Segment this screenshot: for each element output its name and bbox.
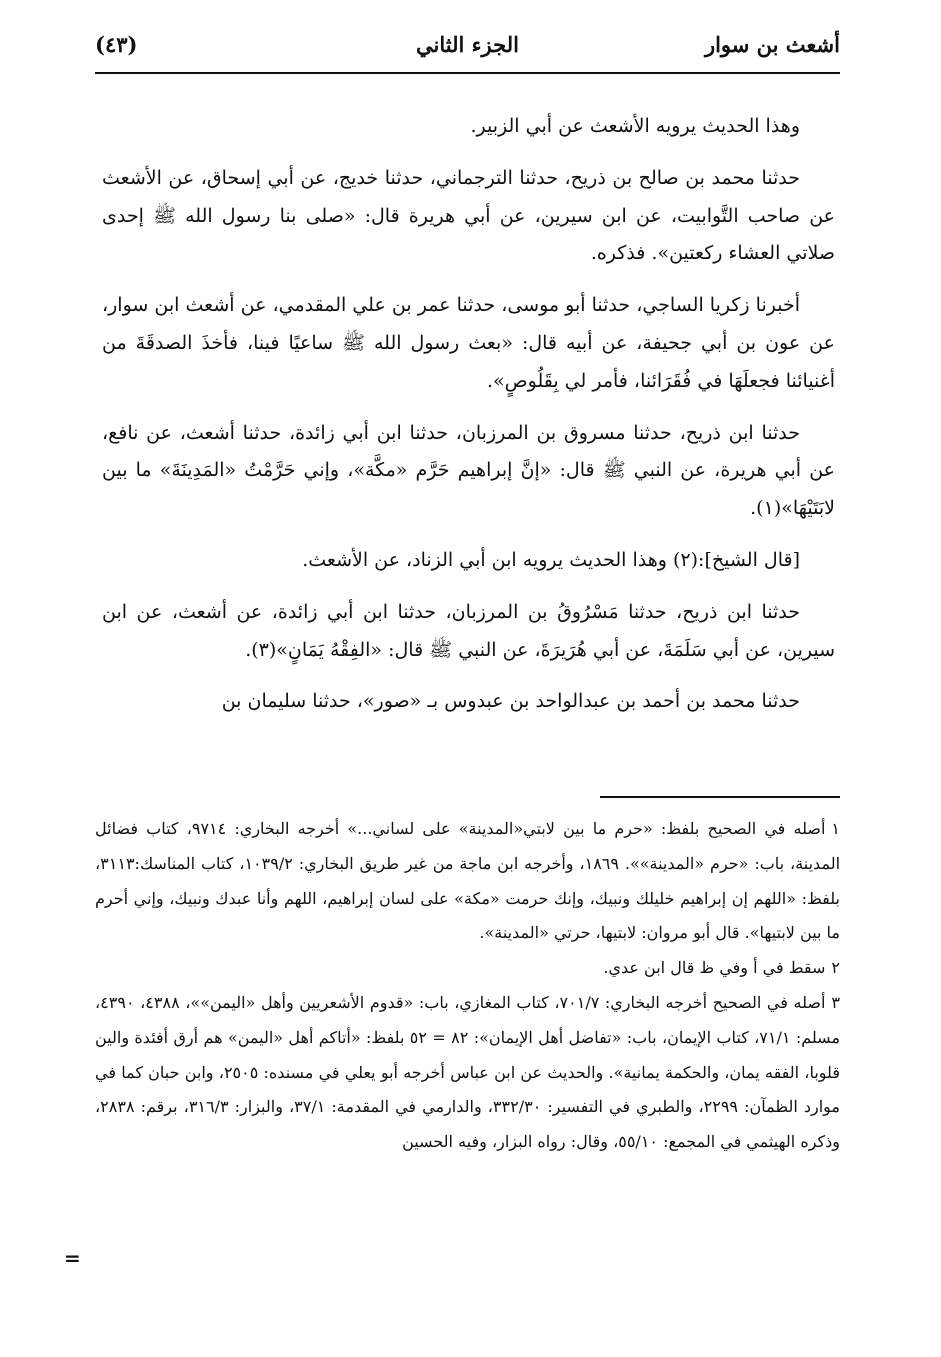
footnote-text: سقط في أ وفي ظ قال ابن عدي. [603, 958, 826, 978]
paragraph: حدثنا محمد بن أحمد بن عبدالواحد بن عبدوس بـ «صور»، حدثنا سليمان بن [221, 690, 800, 713]
footnotes [95, 812, 840, 1160]
paragraph: [قال الشيخ]:(٢) وهذا الحديث يرويه ابن أبي الزناد، عن الأشعث. [302, 548, 800, 571]
header-rule [95, 72, 840, 74]
footnote-number: ١ [831, 819, 841, 838]
footnote [95, 812, 840, 951]
main-text [102, 108, 835, 735]
paragraph: حدثنا ابن ذريح، حدثنا مسروق بن المرزبان، حدثنا ابن أبي زائدة، حدثنا أشعث، عن نافع، عن أبي هريرة، عن النبي ﷺ قال: «إنَّ إبراهيم حَرَّم «مكَّة»، وإني حَرَّمْتُ «المَدِينَةَ» ما بين لابَتَيْهَا»(١). [102, 421, 835, 520]
footnote-text: أصله في الصحيح بلفظ: «حرم ما بين لابتي«المدينة» على لساني...» أخرجه البخاري: ٩٧١٤، كتاب فضائل المدينة، باب: «حرم «المدينة»». ١٨٦٩، وأخرجه ابن ماجة من غير طريق البخاري: ١٠٣٩/٢، كتاب المناسك:٣١١٣، بلفظ: «اللهم إن إبراهيم خليلك ونبيك، وإنك حرمت «مكة» على لسان إبراهيم، اللهم وأنا عبدك ونبيك، وإني أحرم ما بين لابتيها». قال أبو مروان: لابتيها، حرتي «المدينة». [95, 819, 841, 943]
paragraph: أخبرنا زكريا الساجي، حدثنا أبو موسى، حدثنا عمر بن علي المقدمي، عن أشعث ابن سوار، عن عون بن أبي جحيفة، عن أبيه قال: «بعث رسول الله ﷺ ساعيًا فينا، فأخذَ الصدقَةَ من أغنيائنا فجعلَهَا في فُقَرَائنا، فأمر لي بِقَلُوصٍ». [102, 294, 835, 392]
running-title: أشعث بن سوار [704, 32, 840, 57]
paragraph: حدثنا محمد بن صالح بن ذريح، حدثنا الترجماني، حدثنا خديج، عن أبي إسحاق، عن الأشعث عن صاحب التَّوابيت، عن ابن سيرين، عن أبي هريرة قال: «صلى بنا رسول الله ﷺ إحدى صلاتي العشاء ركعتين». فذكره. [102, 166, 835, 265]
footnote-separator [600, 796, 840, 798]
footnote [95, 951, 840, 986]
page-number: (٤٣) [95, 32, 138, 57]
footnote-text: أصله في الصحيح أخرجه البخاري: ٧٠١/٧، كتاب المغازي، باب: «قدوم الأشعريين وأهل «اليمن»»، ٤٣٨٨، ٤٣٩٠، مسلم: ٧١/١، كتاب الإيمان، باب: «تفاضل أهل الإيمان»: ٨٢ = ٥٢ بلفظ: «أتاكم أهل «اليمن» هم أرق أفئدة والين قلوبا، الفقه يمان، والحكمة يمانية». والحديث عن ابن عباس أخرجه أبو يعلي في مسنده: ٢٥٠٥، وابن حبان كما في موارد الظمآن: ٢٢٩٩، والطبري في التفسير: ٣٣٢/٣٠، والدارمي في المقدمة: ٣٧/١، والبزار: ٣١٦/٣، برقم: ٢٨٣٨، وذكره الهيثمي في المجمع: ٥٥/١٠، وقال: رواه البزار، وفيه الحسين [95, 992, 841, 1152]
page-header [95, 30, 840, 70]
section-title: الجزء الثاني [416, 32, 519, 57]
footnote-number: ٢ [831, 958, 840, 978]
continuation-mark: = [64, 1246, 81, 1270]
footnote [95, 986, 840, 1160]
paragraph: وهذا الحديث يرويه الأشعث عن أبي الزبير. [470, 115, 800, 137]
footnote-number: ٣ [831, 992, 840, 1012]
paragraph: حدثنا ابن ذريح، حدثنا مَسْرُوقُ بن المرزبان، حدثنا ابن أبي زائدة، عن أشعث، عن ابن سيرين، عن أبي سَلَمَةَ، عن أبي هُرَيرَةَ، عن النبي ﷺ قال: «الفِقْهُ يَمَانٍ»(٣). [102, 600, 835, 661]
